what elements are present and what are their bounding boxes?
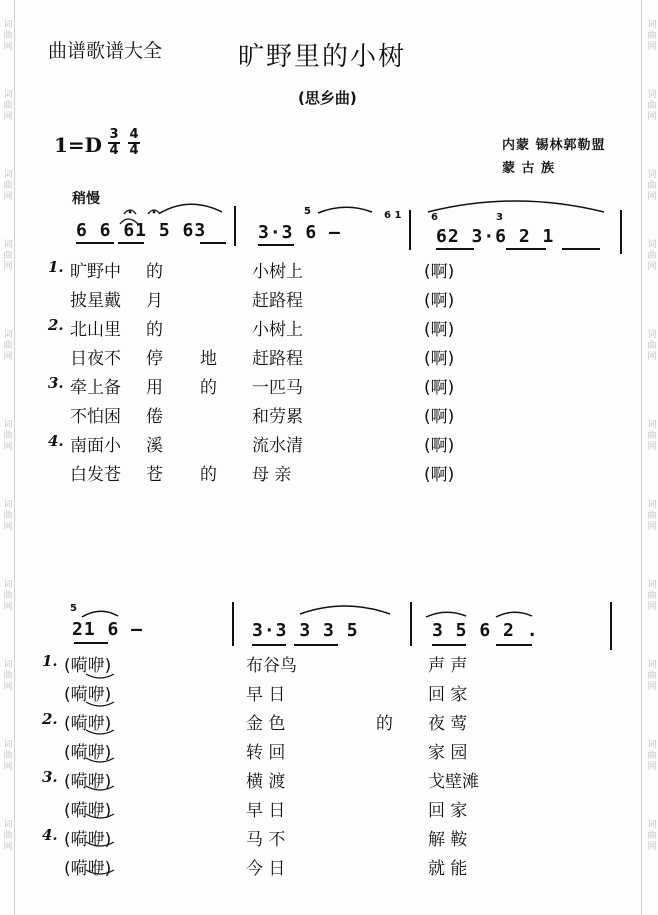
lyric-text: 溪 <box>146 436 163 456</box>
lyric-text: 回 家 <box>428 801 468 821</box>
lyric-text: (嗬咿) <box>64 859 112 879</box>
watermark-char: 词 <box>3 420 13 430</box>
watermark-char: 曲 <box>3 431 13 441</box>
origin-ethnicity: 蒙 古 族 <box>502 161 556 176</box>
lyric-text: 的 <box>146 320 163 340</box>
lyric-text: 北山里 <box>70 320 121 340</box>
lyric-text: 转 回 <box>246 743 286 763</box>
beam <box>436 248 474 250</box>
lyric-text: 停 <box>146 349 163 369</box>
watermark-char: 网 <box>647 602 657 612</box>
lyric-text: (嗬咿) <box>64 685 112 705</box>
lyric-text: (嗬咿) <box>64 714 112 734</box>
song-title: 旷野里的小树 <box>238 42 407 72</box>
lyric-text: 的 <box>146 262 163 282</box>
barline <box>610 602 612 650</box>
watermark-char: 词 <box>647 330 657 340</box>
barline <box>234 206 236 246</box>
time2-top: 4 <box>129 127 139 142</box>
watermark-char: 网 <box>647 352 657 362</box>
lyric-text: (嗬咿) <box>64 772 112 792</box>
lyric-text: 月 <box>146 291 163 311</box>
watermark-char: 网 <box>3 192 13 202</box>
lyric-text: 用 <box>146 378 163 398</box>
watermark-char: 曲 <box>647 431 657 441</box>
watermark-char: 曲 <box>647 181 657 191</box>
watermark-char: 词 <box>3 580 13 590</box>
barline <box>232 602 234 646</box>
watermark-char: 网 <box>3 602 13 612</box>
barline <box>409 210 411 250</box>
measure-1-1: 6 6 61 5 63 <box>76 220 207 241</box>
lyric-text: 和劳累 <box>252 407 303 427</box>
watermark-char: 曲 <box>647 31 657 41</box>
watermark-char: 曲 <box>647 251 657 261</box>
verse-number: 4. <box>42 826 58 844</box>
lyric-text: 赶路程 <box>252 349 303 369</box>
watermark-char: 曲 <box>647 751 657 761</box>
watermark-char: 词 <box>647 500 657 510</box>
watermark-char: 曲 <box>3 671 13 681</box>
lyric-text: 披星戴 <box>70 291 121 311</box>
lyric-text: 牵上备 <box>70 378 121 398</box>
measure-1-3: 62 3·6 2 1 <box>436 226 555 247</box>
watermark-char: 词 <box>647 420 657 430</box>
lyric-text: (嗬咿) <box>64 656 112 676</box>
lyric-text: 小树上 <box>252 262 303 282</box>
lyric-text: 的 <box>376 714 393 734</box>
watermark-char: 曲 <box>3 101 13 111</box>
lyric-text: 家 园 <box>428 743 468 763</box>
origin-region: 内蒙 锡林郭勒盟 <box>502 138 606 153</box>
lyric-text: 南面小 <box>70 436 121 456</box>
watermark-char: 网 <box>647 192 657 202</box>
lyric-text: 旷野中 <box>70 262 121 282</box>
watermark-char: 词 <box>3 740 13 750</box>
tempo-marking: 稍慢 <box>72 191 100 207</box>
lyric-text: (嗬咿) <box>64 801 112 821</box>
watermark-char: 词 <box>647 170 657 180</box>
time1-top: 3 <box>109 127 119 142</box>
watermark-char: 曲 <box>647 831 657 841</box>
lyric-text: 小树上 <box>252 320 303 340</box>
lyric-text: 一匹马 <box>252 378 303 398</box>
lyric-text: 今 日 <box>246 859 286 879</box>
barline <box>620 210 622 254</box>
watermark-char: 曲 <box>3 181 13 191</box>
lyric-text: 早 日 <box>246 801 286 821</box>
watermark-char: 词 <box>647 820 657 830</box>
watermark-char: 网 <box>3 112 13 122</box>
measure-2-2: 3·3 3 3 5 <box>252 620 359 641</box>
watermark-char: 网 <box>647 42 657 52</box>
lyric-text: (啊) <box>424 465 455 485</box>
watermark-char: 网 <box>3 682 13 692</box>
lyric-text: 白发苍 <box>70 465 121 485</box>
lyric-text: (啊) <box>424 436 455 456</box>
watermark-char: 词 <box>3 820 13 830</box>
watermark-char: 词 <box>3 330 13 340</box>
lyric-text: 的 <box>200 465 217 485</box>
watermark-char: 词 <box>3 240 13 250</box>
verse-number: 3. <box>42 768 58 786</box>
measure-2-1: 21 6 – <box>72 619 144 640</box>
watermark-char: 曲 <box>3 751 13 761</box>
watermark-char: 网 <box>647 112 657 122</box>
grace-note-2: 6 1 <box>384 210 402 221</box>
watermark-char: 网 <box>3 842 13 852</box>
lyric-text: (啊) <box>424 407 455 427</box>
beam <box>506 248 546 250</box>
lyric-text: 母 亲 <box>252 465 292 485</box>
watermark-char: 词 <box>3 170 13 180</box>
lyric-text: 地 <box>200 349 217 369</box>
measure-1-2: 3·3 6 – <box>258 222 341 243</box>
lyric-text: 不怕困 <box>70 407 121 427</box>
lyric-text: 横 渡 <box>246 772 286 792</box>
lyric-text: 马 不 <box>246 830 286 850</box>
lyric-text: (啊) <box>424 262 455 282</box>
watermark-char: 网 <box>647 842 657 852</box>
beam <box>432 644 466 646</box>
lyric-text: 赶路程 <box>252 291 303 311</box>
watermark-char: 曲 <box>647 341 657 351</box>
watermark-char: 网 <box>3 42 13 52</box>
time2-bottom: 4 <box>129 143 139 158</box>
lyric-text: 就 能 <box>428 859 468 879</box>
beam <box>562 248 600 250</box>
verse-number: 3. <box>48 374 64 392</box>
lyric-text: (啊) <box>424 349 455 369</box>
watermark-char: 网 <box>647 262 657 272</box>
watermark-char: 词 <box>647 240 657 250</box>
measure-2-3: 3 5 6 2 . <box>432 620 539 641</box>
barline <box>410 602 412 646</box>
song-subtitle: (思乡曲) <box>298 89 357 107</box>
key-signature: 1=D <box>54 133 103 157</box>
watermark-char: 网 <box>3 762 13 772</box>
lyric-text: 早 日 <box>246 685 286 705</box>
watermark-char: 词 <box>647 660 657 670</box>
watermark-char: 词 <box>3 500 13 510</box>
lyric-text: 的 <box>200 378 217 398</box>
grace-note-4: 3 <box>496 212 503 223</box>
lyric-text: 苍 <box>146 465 163 485</box>
watermark-char: 网 <box>3 352 13 362</box>
lyric-text: 解 鞍 <box>428 830 468 850</box>
verse-number: 1. <box>42 652 58 670</box>
lyric-text: 回 家 <box>428 685 468 705</box>
watermark-char: 曲 <box>647 671 657 681</box>
watermark-char: 网 <box>647 682 657 692</box>
watermark-char: 曲 <box>3 251 13 261</box>
beam <box>496 644 532 646</box>
verse-number: 2. <box>48 316 64 334</box>
lyric-text: 夜 莺 <box>428 714 468 734</box>
watermark-char: 曲 <box>3 831 13 841</box>
site-name: 曲谱歌谱大全 <box>48 40 163 62</box>
beam <box>200 242 226 244</box>
watermark-char: 网 <box>3 262 13 272</box>
lyric-text: 戈壁滩 <box>428 772 479 792</box>
watermark-char: 词 <box>3 90 13 100</box>
watermark-char: 网 <box>647 442 657 452</box>
beam <box>258 244 294 246</box>
lyric-text: 流水清 <box>252 436 303 456</box>
watermark-char: 网 <box>647 762 657 772</box>
time1-bottom: 4 <box>109 143 119 158</box>
beam <box>294 644 338 646</box>
lyric-text: (嗬咿) <box>64 743 112 763</box>
watermark-char: 曲 <box>3 341 13 351</box>
lyric-text: (嗬咿) <box>64 830 112 850</box>
beam <box>76 242 114 244</box>
watermark-char: 曲 <box>647 591 657 601</box>
grace-note-3: 6 <box>431 212 438 223</box>
watermark-char: 网 <box>647 522 657 532</box>
watermark-char: 网 <box>3 442 13 452</box>
watermark-char: 曲 <box>647 101 657 111</box>
watermark-char: 词 <box>647 20 657 30</box>
lyric-text: (啊) <box>424 320 455 340</box>
lyric-text: 金 色 <box>246 714 286 734</box>
watermark-char: 词 <box>647 740 657 750</box>
watermark-char: 词 <box>647 90 657 100</box>
lyric-text: 声 声 <box>428 656 468 676</box>
lyric-text: 倦 <box>146 407 163 427</box>
lyric-text: (啊) <box>424 378 455 398</box>
watermark-char: 词 <box>3 660 13 670</box>
grace-note-5: 5 <box>70 603 77 614</box>
beam <box>118 242 144 244</box>
watermark-char: 曲 <box>3 31 13 41</box>
watermark-char: 曲 <box>3 511 13 521</box>
watermark-char: 词 <box>3 20 13 30</box>
watermark-char: 网 <box>3 522 13 532</box>
watermark-char: 曲 <box>647 511 657 521</box>
lyric-text: (啊) <box>424 291 455 311</box>
watermark-char: 曲 <box>3 591 13 601</box>
verse-number: 1. <box>48 258 64 276</box>
beam <box>74 642 108 644</box>
verse-number: 4. <box>48 432 64 450</box>
watermark-char: 词 <box>647 580 657 590</box>
lyric-text: 布谷鸟 <box>246 656 297 676</box>
lyric-text: 日夜不 <box>70 349 121 369</box>
grace-note-1: 5 <box>304 206 311 217</box>
verse-number: 2. <box>42 710 58 728</box>
beam <box>252 644 286 646</box>
